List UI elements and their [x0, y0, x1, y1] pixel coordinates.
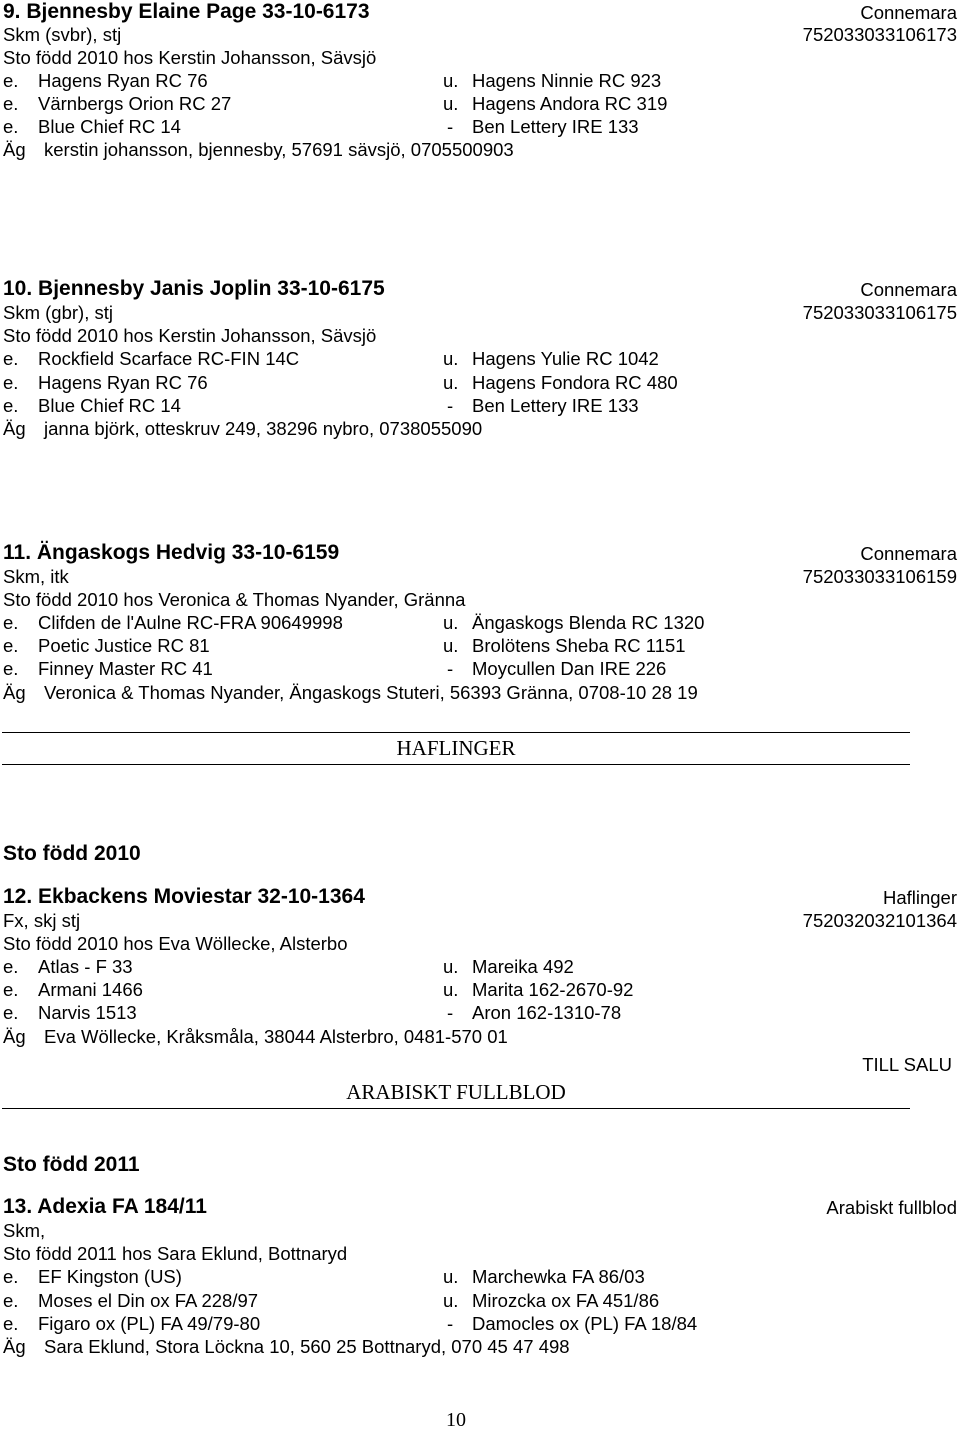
- dam-name: Ben Lettery IRE 133: [472, 395, 639, 416]
- sire-prefix: e.: [3, 658, 19, 679]
- sire-name: Hagens Ryan RC 76: [38, 372, 208, 393]
- entry-color: Skm (gbr), stj: [3, 302, 113, 323]
- sire-name: Atlas - F 33: [38, 956, 133, 977]
- entry-breed: Haflinger: [882, 887, 957, 908]
- entry-born: Sto född 2010 hos Veronica & Thomas Nyander, Gränna: [3, 589, 466, 610]
- owner-prefix: Äg: [3, 1026, 26, 1047]
- dam-name: Ben Lettery IRE 133: [472, 116, 639, 137]
- section-rule-bottom: [2, 1108, 910, 1109]
- dam-prefix: u.: [443, 70, 459, 91]
- sire-prefix: e.: [3, 635, 19, 656]
- dam-prefix: u.: [443, 348, 459, 369]
- sire-name: Clifden de l'Aulne RC-FRA 90649998: [38, 612, 343, 633]
- entry-breed: Connemara: [860, 543, 957, 564]
- entry-breed: Arabiskt fullblod: [826, 1197, 957, 1218]
- subheading-born-2010: Sto född 2010: [3, 842, 141, 865]
- dam-prefix: -: [447, 395, 454, 416]
- dam-prefix: u.: [443, 956, 459, 977]
- sire-prefix: e.: [3, 348, 19, 369]
- dam-prefix: -: [447, 1002, 454, 1023]
- sire-name: Figaro ox (PL) FA 49/79-80: [38, 1313, 261, 1334]
- entry-title: 9. Bjennesby Elaine Page 33-10-6173: [3, 0, 370, 23]
- owner-prefix: Äg: [3, 418, 26, 439]
- entry-color: Skm,: [3, 1220, 46, 1241]
- page-number: 10: [446, 1409, 466, 1431]
- entry-id: 752033033106175: [802, 302, 957, 323]
- dam-prefix: u.: [443, 612, 459, 633]
- entry-title: 12. Ekbackens Moviestar 32-10-1364: [3, 885, 365, 908]
- sire-prefix: e.: [3, 116, 19, 137]
- sire-prefix: e.: [3, 372, 19, 393]
- sire-name: Rockfield Scarface RC-FIN 14C: [38, 348, 300, 369]
- owner-text: janna björk, otteskruv 249, 38296 nybro, 0738055090: [44, 418, 483, 439]
- dam-prefix: u.: [443, 93, 459, 114]
- dam-name: Moycullen Dan IRE 226: [472, 658, 667, 679]
- owner-prefix: Äg: [3, 682, 26, 703]
- dam-name: Hagens Fondora RC 480: [472, 372, 678, 393]
- sire-name: Blue Chief RC 14: [38, 395, 181, 416]
- sire-prefix: e.: [3, 1313, 19, 1334]
- entry-id: 752032032101364: [802, 910, 957, 931]
- sire-name: Värnbergs Orion RC 27: [38, 93, 232, 114]
- entry-breed: Connemara: [860, 279, 957, 300]
- dam-prefix: u.: [443, 1290, 459, 1311]
- entry-title: 11. Ängaskogs Hedvig 33-10-6159: [3, 541, 340, 564]
- dam-name: Damocles ox (PL) FA 18/84: [472, 1313, 698, 1334]
- dam-name: Hagens Yulie RC 1042: [472, 348, 659, 369]
- entry-color: Skm, itk: [3, 566, 69, 587]
- sire-prefix: e.: [3, 1002, 19, 1023]
- owner-prefix: Äg: [3, 139, 26, 160]
- dam-prefix: u.: [443, 635, 459, 656]
- entry-born: Sto född 2011 hos Sara Eklund, Bottnaryd: [3, 1243, 348, 1264]
- entry-breed: Connemara: [860, 2, 957, 23]
- section-rule-top: [2, 732, 910, 733]
- dam-name: Mirozcka ox FA 451/86: [472, 1290, 660, 1311]
- sire-name: Hagens Ryan RC 76: [38, 70, 208, 91]
- sire-name: Poetic Justice RC 81: [38, 635, 210, 656]
- section-heading-arab: ARABISKT FULLBLOD: [346, 1080, 566, 1104]
- sire-prefix: e.: [3, 1266, 19, 1287]
- dam-prefix: u.: [443, 1266, 459, 1287]
- section-heading-haflinger: HAFLINGER: [396, 736, 516, 760]
- dam-prefix: -: [447, 1313, 454, 1334]
- dam-name: Mareika 492: [472, 956, 574, 977]
- entry-color: Fx, skj stj: [3, 910, 81, 931]
- entry-born: Sto född 2010 hos Kerstin Johansson, Sävsjö: [3, 47, 377, 68]
- entry-id: 752033033106159: [802, 566, 957, 587]
- entry-title: 13. Adexia FA 184/11: [3, 1195, 207, 1218]
- owner-prefix: Äg: [3, 1336, 26, 1357]
- sire-name: Finney Master RC 41: [38, 658, 213, 679]
- entry-born: Sto född 2010 hos Kerstin Johansson, Sävsjö: [3, 325, 377, 346]
- entry-id: 752033033106173: [802, 24, 957, 45]
- sire-name: EF Kingston (US): [38, 1266, 182, 1287]
- dam-prefix: -: [447, 658, 454, 679]
- owner-text: kerstin johansson, bjennesby, 57691 sävsjö, 0705500903: [44, 139, 514, 160]
- dam-name: Ängaskogs Blenda RC 1320: [472, 612, 705, 633]
- sire-prefix: e.: [3, 395, 19, 416]
- dam-prefix: u.: [443, 979, 459, 1000]
- sire-prefix: e.: [3, 70, 19, 91]
- sire-name: Narvis 1513: [38, 1002, 137, 1023]
- entry-title: 10. Bjennesby Janis Joplin 33-10-6175: [3, 277, 385, 300]
- sire-prefix: e.: [3, 956, 19, 977]
- dam-name: Brolötens Sheba RC 1151: [472, 635, 686, 656]
- sire-name: Armani 1466: [38, 979, 143, 1000]
- section-rule-bottom: [2, 764, 910, 765]
- dam-name: Hagens Ninnie RC 923: [472, 70, 662, 91]
- dam-name: Aron 162-1310-78: [472, 1002, 622, 1023]
- dam-name: Hagens Andora RC 319: [472, 93, 668, 114]
- entry-color: Skm (svbr), stj: [3, 24, 122, 45]
- sire-prefix: e.: [3, 612, 19, 633]
- for-sale-note: TILL SALU: [862, 1054, 952, 1075]
- sire-name: Moses el Din ox FA 228/97: [38, 1290, 259, 1311]
- dam-name: Marchewka FA 86/03: [472, 1266, 645, 1287]
- sire-prefix: e.: [3, 979, 19, 1000]
- dam-prefix: -: [447, 116, 454, 137]
- dam-name: Marita 162-2670-92: [472, 979, 634, 1000]
- sire-prefix: e.: [3, 1290, 19, 1311]
- dam-prefix: u.: [443, 372, 459, 393]
- owner-text: Eva Wöllecke, Kråksmåla, 38044 Alsterbro, 0481-570 01: [44, 1026, 508, 1047]
- subheading-born-2011: Sto född 2011: [3, 1153, 140, 1176]
- entry-born: Sto född 2010 hos Eva Wöllecke, Alsterbo: [3, 933, 348, 954]
- sire-name: Blue Chief RC 14: [38, 116, 181, 137]
- owner-text: Sara Eklund, Stora Löckna 10, 560 25 Bottnaryd, 070 45 47 498: [44, 1336, 570, 1357]
- owner-text: Veronica & Thomas Nyander, Ängaskogs Stuteri, 56393 Gränna, 0708-10 28 19: [44, 682, 698, 703]
- sire-prefix: e.: [3, 93, 19, 114]
